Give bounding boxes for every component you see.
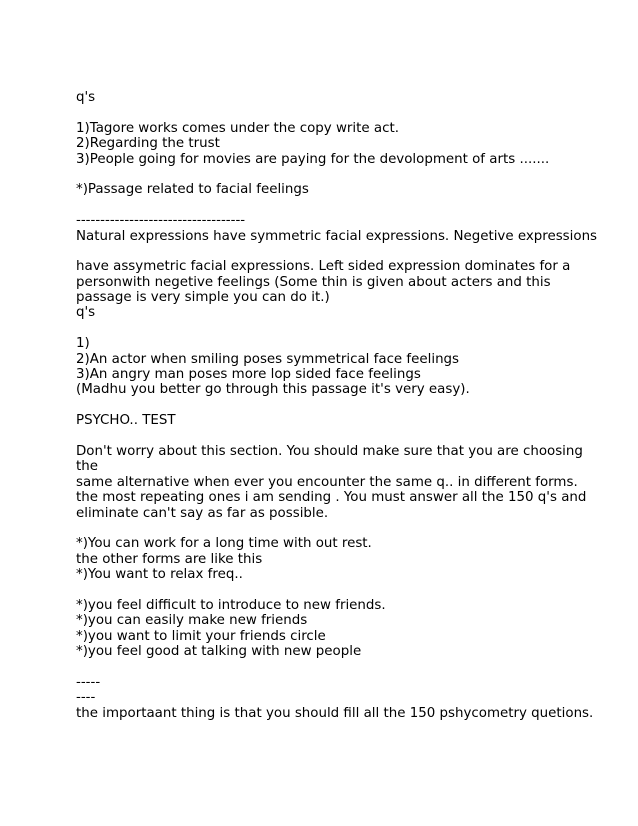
answer-line-1: 1) [76,336,90,352]
example-line-1: *)You can work for a long time with out rest. [76,536,372,552]
blank-line [76,167,576,182]
answer-line-3: 3)An angry man poses more lop sided face feelings [76,367,421,383]
passage-line-1: Natural expressions have symmetric facial expressions. Negetive expressions [76,228,598,244]
psycho-line-3: same alternative when ever you encounter the same q.. in different forms. [76,474,578,490]
psycho-line-4: the most repeating ones i am sending . You must answer all the 150 q's and [76,490,587,506]
blank-line [76,398,576,413]
psycho-line-2: the [76,459,98,475]
blank-line [76,198,576,213]
closing-dashes-1: ----- [76,674,101,690]
heading-qs-2: q's [76,305,96,321]
friends-line-1: *)you feel difficult to introduce to new friends. [76,597,386,613]
friends-line-4: *)you feel good at talking with new people [76,644,362,660]
document-body [76,90,598,721]
question-line-2: 2)Regarding the trust [76,136,220,152]
passage-line-2: have assymetric facial expressions. Left sided expression dominates for a [76,259,571,275]
separator-dashes: ----------------------------------- [76,213,246,229]
psycho-test-heading: PSYCHO.. TEST [76,413,176,429]
blank-line [76,583,576,598]
heading-qs-1: q's [76,90,96,105]
psycho-line-5: eliminate can't say as far as possible. [76,505,329,521]
blank-line [76,244,576,259]
friends-line-2: *)you can easily make new friends [76,613,308,629]
closing-dashes-2: ---- [76,690,96,706]
blank-line [76,105,576,120]
blank-line [76,429,576,444]
friends-line-3: *)you want to limit your friends circle [76,628,326,644]
closing-line: the importaant thing is that you should fill all the 150 pshycometry quetions. [76,705,594,721]
passage-line-3: personwith negetive feelings (Some thin is given about acters and this [76,274,551,290]
example-line-3: *)You want to relax freq.. [76,567,243,583]
passage-heading: *)Passage related to facial feelings [76,182,309,198]
blank-line [76,659,576,674]
example-line-2: the other forms are like this [76,551,263,567]
psycho-line-1: Don't worry about this section. You should make sure that you are choosing [76,443,583,459]
answer-note: (Madhu you better go through this passage it's very easy). [76,382,470,398]
answer-line-2: 2)An actor when smiling poses symmetrical face feelings [76,351,460,367]
blank-line [76,321,576,336]
blank-line [76,521,576,536]
question-line-1: 1)Tagore works comes under the copy write act. [76,120,399,136]
passage-line-4: passage is very simple you can do it.) [76,290,330,306]
question-line-3: 3)People going for movies are paying for the devolopment of arts ....... [76,151,550,167]
